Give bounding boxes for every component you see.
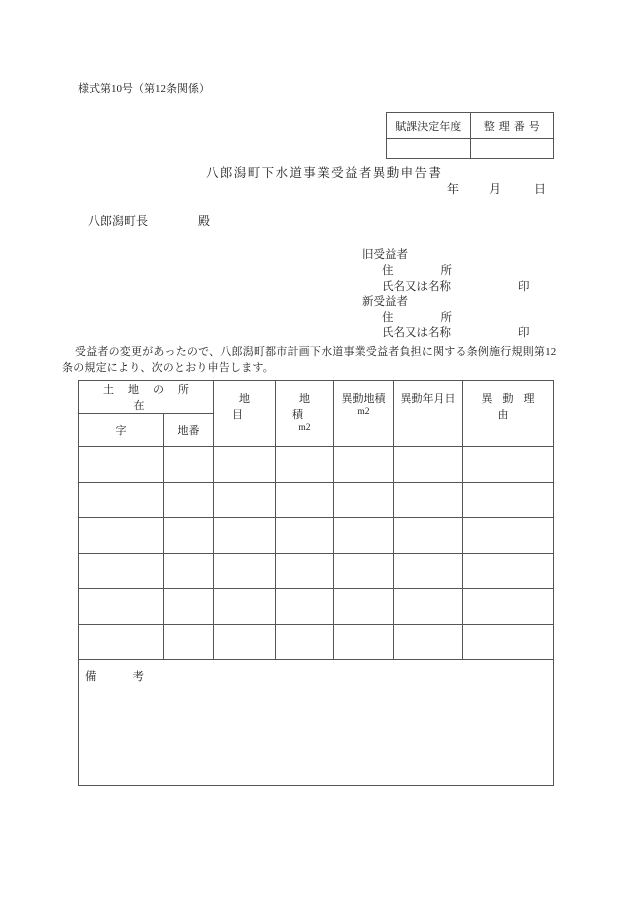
area-cell: [276, 447, 334, 483]
new-beneficiary-label: 新受益者: [362, 296, 408, 308]
addressee-name: 八郎潟町長: [88, 214, 149, 228]
lot-number-cell: [164, 518, 214, 554]
aza-cell: [79, 447, 164, 483]
land-category-cell: [214, 482, 276, 518]
area-cell: [276, 482, 334, 518]
change-reason-cell: [463, 624, 554, 660]
land-category-cell: [214, 447, 276, 483]
change-date-header: 異動年月日: [394, 381, 463, 447]
table-row: [79, 589, 554, 625]
land-location-header: 土地の所在: [79, 381, 214, 414]
old-beneficiary-name-label: 氏名又は名称: [382, 281, 451, 293]
aza-header: 字: [79, 414, 164, 447]
land-category-cell: [214, 624, 276, 660]
land-category-cell: [214, 518, 276, 554]
area-header-label: 地積: [292, 393, 324, 421]
addressee-honorific: 殿: [198, 214, 211, 228]
land-category-cell: [214, 553, 276, 589]
old-beneficiary-label: 旧受益者: [362, 249, 408, 261]
change-area-cell: [334, 589, 394, 625]
area-cell: [276, 589, 334, 625]
change-reason-cell: [463, 553, 554, 589]
new-beneficiary-seal-label: 印: [518, 327, 530, 339]
change-area-cell: [334, 518, 394, 554]
table-row: [79, 553, 554, 589]
change-area-cell: [334, 482, 394, 518]
change-date-cell: [394, 624, 463, 660]
aza-cell: [79, 482, 164, 518]
lot-number-header: 地番: [164, 414, 214, 447]
area-unit-label: m2: [298, 423, 311, 433]
table-row: [79, 482, 554, 518]
old-beneficiary-seal-label: 印: [518, 281, 530, 293]
lot-number-cell: [164, 624, 214, 660]
addressee-line: [88, 212, 210, 229]
document-title: 八郎潟町下水道事業受益者異動申告書: [206, 166, 443, 180]
area-cell: [276, 553, 334, 589]
table-row: [79, 624, 554, 660]
area-cell: [276, 624, 334, 660]
change-area-cell: [334, 624, 394, 660]
change-date-cell: [394, 482, 463, 518]
fiscal-year-value: [387, 139, 471, 159]
remarks-cell: [79, 660, 554, 786]
aza-cell: [79, 553, 164, 589]
date-day-label: 日: [534, 182, 547, 196]
change-reason-cell: [463, 447, 554, 483]
date-month-label: 月: [489, 182, 502, 196]
aza-cell: [79, 518, 164, 554]
change-date-cell: [394, 589, 463, 625]
change-reason-cell: [463, 482, 554, 518]
change-reason-cell: [463, 589, 554, 625]
change-area-header: [334, 381, 394, 447]
new-beneficiary-address-label: 住所: [382, 312, 499, 324]
change-area-header-label: 異動地積: [341, 393, 386, 405]
change-reason-header: 異動理由: [463, 381, 554, 447]
change-area-unit-label: m2: [357, 407, 370, 417]
declaration-line-2: 条の規定により、次のとおり申告します。: [62, 362, 274, 374]
declaration-line-1: 受益者の変更があったので、八郎潟町都市計画下水道事業受益者負担に関する条例施行規則第12: [75, 346, 557, 358]
land-category-header: 地目: [214, 381, 276, 447]
remarks-header: 備考: [85, 671, 180, 683]
change-area-cell: [334, 447, 394, 483]
new-beneficiary-name-label: 氏名又は名称: [382, 327, 451, 339]
old-beneficiary-address-label: 住所: [382, 265, 499, 277]
lot-number-cell: [164, 482, 214, 518]
serial-number-value: [470, 139, 554, 159]
change-date-cell: [394, 447, 463, 483]
lot-number-cell: [164, 589, 214, 625]
land-category-cell: [214, 589, 276, 625]
lot-number-cell: [164, 553, 214, 589]
change-date-cell: [394, 518, 463, 554]
area-header: [276, 381, 334, 447]
change-reason-cell: [463, 518, 554, 554]
aza-cell: [79, 589, 164, 625]
form-number: 様式第10号（第12条関係）: [78, 83, 210, 95]
change-area-cell: [334, 553, 394, 589]
table-row: [79, 518, 554, 554]
lot-number-cell: [164, 447, 214, 483]
table-row: [79, 447, 554, 483]
date-year-label: 年: [447, 182, 460, 196]
land-change-table: [78, 380, 554, 786]
change-date-cell: [394, 553, 463, 589]
fiscal-year-header: 賦課決定年度: [387, 113, 471, 139]
serial-number-header: 整理番号: [470, 113, 554, 139]
assessment-table: [386, 112, 554, 159]
aza-cell: [79, 624, 164, 660]
area-cell: [276, 518, 334, 554]
